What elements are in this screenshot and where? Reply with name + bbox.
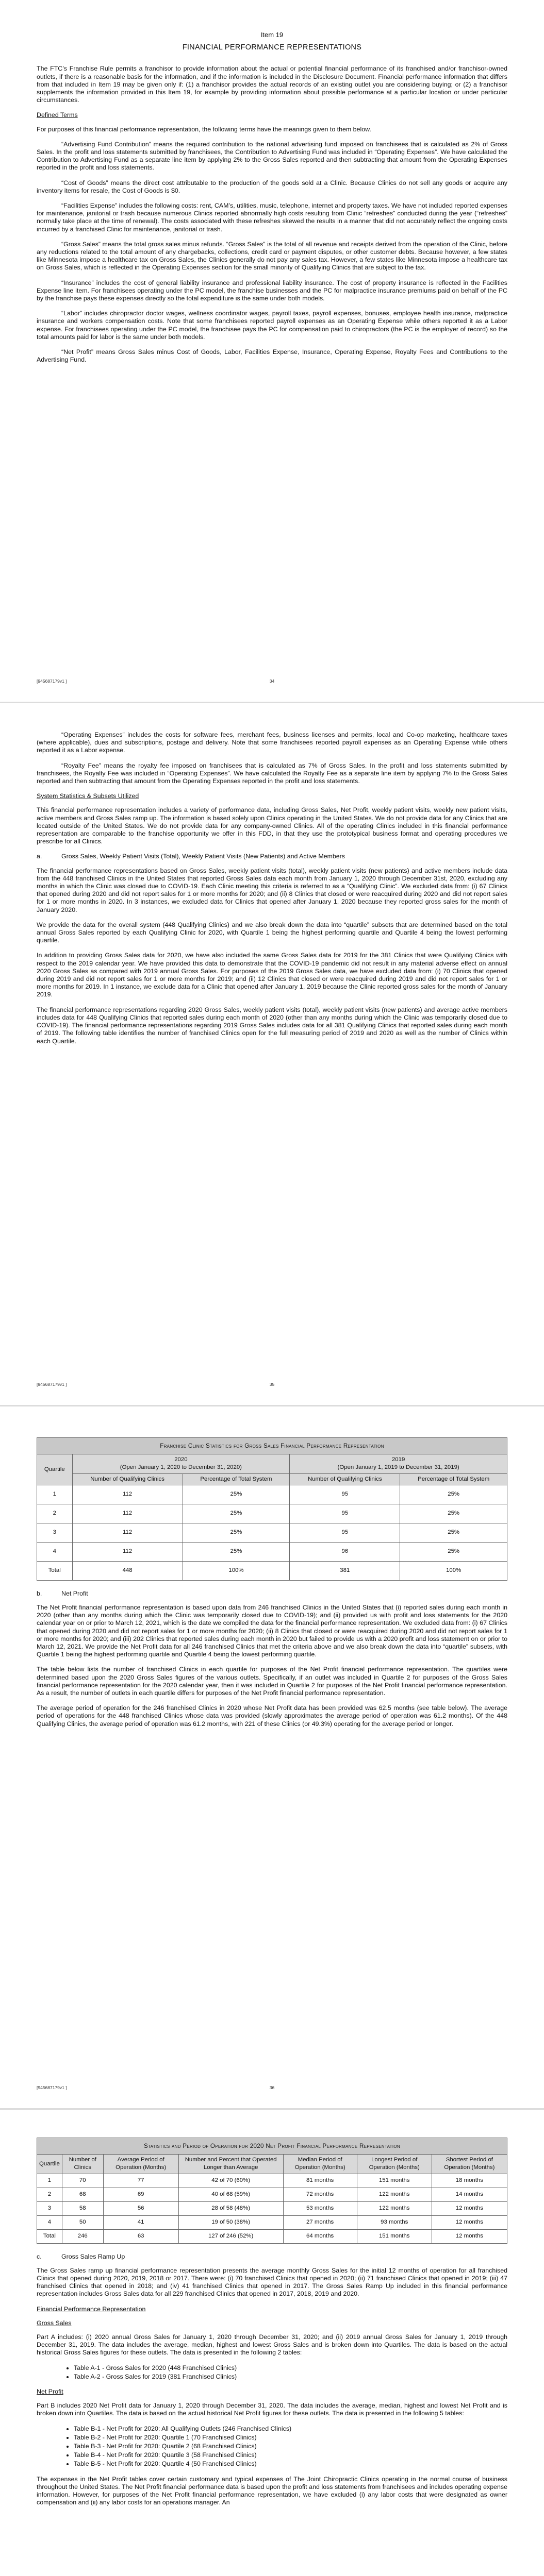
section-b-paragraph-3: The average period of operation for the 246 franchised Clinics in 2020 whose Net Profit data has been provided was 62.5 months (see table below). The average period of operations for the 448 franchised Clinics whose data was provided (slowly approximates the average period of operation was 61.2 months). Of the 448 Qualifying Clinics, the average period of operation was 61.2 months, with 221 of these Clinics (or 49.3%) operating for the average period or longer. <box>37 1704 507 1727</box>
subsection-a-heading <box>37 853 507 860</box>
term-cost-of-goods: “Cost of Goods” means the direct cost attributable to the production of the goods sold at a Clinic. Because Clinics do not sell any goods or acquire any inventory items for resale, the Cost of Goods is $0. <box>37 179 507 194</box>
table-row <box>37 1485 507 1504</box>
page-1-content <box>37 29 507 371</box>
column-header: Shortest Period of Operation (Months) <box>432 2155 507 2174</box>
term-insurance: “Insurance” includes the cost of general liability insurance and professional liability insurance. The cost of property insurance is reflected in the Facilities Expense line item. For franchisees operating under the PC model, the franchise businesses and the PC for malpractice insurance premiums paid on behalf of the PC by the franchise pays these expenses directly so the total expenditure is the same under both models. <box>37 279 507 302</box>
table-cell: 25% <box>400 1504 507 1523</box>
table-row <box>37 1523 507 1542</box>
page-title: FINANCIAL PERFORMANCE REPRESENTATIONS <box>182 43 362 52</box>
table-cell: 50 <box>62 2215 103 2229</box>
document-code: [945687179v1 ] <box>37 2085 67 2090</box>
table-cell: 3 <box>37 2201 62 2215</box>
table-caption: Statistics and Period of Operation for 2020 Net Profit Financial Performance Representation <box>37 2138 507 2155</box>
column-header: Percentage of Total System <box>400 1473 507 1485</box>
column-header: Number of Clinics <box>62 2155 103 2174</box>
table-cell: 25% <box>183 1542 290 1561</box>
table-cell: 448 <box>72 1561 183 1580</box>
table-cell: 112 <box>72 1523 183 1542</box>
list-item: • Table B-2 - Net Profit for 2020: Quartile 1 (70 Franchised Clinics) <box>74 2434 507 2442</box>
table-cell: 19 of 50 (38%) <box>178 2215 283 2229</box>
table-row <box>37 2188 507 2201</box>
table-cell: 18 months <box>432 2174 507 2188</box>
table-cell: 12 months <box>432 2201 507 2215</box>
page-number: 34 <box>269 679 275 684</box>
column-header: Number and Percent that Operated Longer than Average <box>178 2155 283 2174</box>
term-royalty-fee: “Royalty Fee” means the royalty fee imposed on franchisees that is calculated as 7% of Gross Sales. In the profit and loss statements submitted by franchisees, the Royalty Fee was included in “Operating Expenses”. We have calculated the Royalty Fee as a separate line item by applying 7% to the Gross Sales reported and then subtracting that amount from the Operating Expenses reported in the profit and loss statements. <box>37 761 507 785</box>
column-header: Percentage of Total System <box>183 1473 290 1485</box>
net-profit-text: Part B includes 2020 Net Profit data for January 1, 2020 through December 31, 2020. The data includes the average, median, highest and lowest Net Profit and is broken down into Quartiles. The data is based on the actual historical Net Profit figures for these outlets. The data is presented in the following 5 tables: <box>37 2402 507 2417</box>
table-cell: 2 <box>37 1504 73 1523</box>
table-cell: 122 months <box>357 2188 432 2201</box>
table-cell: 96 <box>290 1542 400 1561</box>
table-cell: 81 months <box>283 2174 357 2188</box>
item-number: Item 19 <box>260 31 284 39</box>
column-group-label: 2019 <box>391 1456 405 1463</box>
table-cell: 25% <box>400 1542 507 1561</box>
page-2 <box>0 703 544 1406</box>
gross-sales-text: Part A includes: (i) 2020 annual Gross Sales for January 1, 2020 through December 31, 2020; and (ii) 2019 annual Gross Sales for January 1, 2019 through December 31, 2019. The data includes the average, median, highest and lowest Gross Sales and is broken down into Quartiles. The data is based on the actual historical Gross Sales figures for these outlets. The data is presented in the following 2 tables: <box>37 2333 507 2357</box>
column-header: Median Period of Operation (Months) <box>283 2155 357 2174</box>
table-cell: 112 <box>72 1485 183 1504</box>
list-item: • Table B-4 - Net Profit for 2020: Quartile 3 (58 Franchised Clinics) <box>74 2451 507 2459</box>
column-header: Number of Qualifying Clinics <box>290 1473 400 1485</box>
column-header: Quartile <box>37 2155 62 2174</box>
table-cell: 112 <box>72 1504 183 1523</box>
table-cell: 151 months <box>357 2229 432 2243</box>
table-cell: 28 of 58 (48%) <box>178 2201 283 2215</box>
table-cell: 14 months <box>432 2188 507 2201</box>
term-gross-sales: “Gross Sales” means the total gross sales minus refunds. “Gross Sales” is the total of all revenue and receipts derived from the operation of the Clinic, before any reductions related to the total amount of any chargebacks, collections, credit card or payment disputes, or other customer debts. Because however, a few states like Minnesota impose a healthcare tax on Gross Sales, the Clinics generally do not pay any sales tax. However, a few states like Minnesota impose a healthcare tax on Gross Sales, which is reflected in the Operating Expenses section for the small minority of Qualifying Clinics that are subject to the tax. <box>37 240 507 272</box>
table-cell: 40 of 68 (59%) <box>178 2188 283 2201</box>
list-item: • Table B-1 - Net Profit for 2020: All Qualifying Outlets (246 Franchised Clinics) <box>74 2425 507 2433</box>
table-cell: 112 <box>72 1542 183 1561</box>
term-operating-expenses: “Operating Expenses” includes the costs for software fees, merchant fees, business licenses and permits, local and Co-op marketing, healthcare taxes (where applicable), dues and subscriptions, postage and delivery. Note that some franchisees reported payroll expenses as an Operating Expense while others reported it as a Labor expense. <box>37 731 507 754</box>
table-cell: 246 <box>62 2229 103 2243</box>
table-cell: 25% <box>183 1504 290 1523</box>
table-cell: 122 months <box>357 2201 432 2215</box>
table-cell: 41 <box>103 2215 178 2229</box>
table-cell: 2 <box>37 2188 62 2201</box>
subsection-title: Gross Sales Ramp Up <box>61 2252 125 2260</box>
table-cell: 4 <box>37 2215 62 2229</box>
table-cell: 68 <box>62 2188 103 2201</box>
gross-sales-table-list <box>37 2364 507 2381</box>
column-header: Number of Qualifying Clinics <box>72 1473 183 1485</box>
table-cell: 95 <box>290 1523 400 1542</box>
period-of-operation-table <box>37 2138 507 2244</box>
table-cell: 27 months <box>283 2215 357 2229</box>
column-header: Longest Period of Operation (Months) <box>357 2155 432 2174</box>
table-cell: 4 <box>37 1542 73 1561</box>
section-b-paragraph-1: The Net Profit financial performance representation is based upon data from 246 franchised Clinics in the United States that (i) reported sales during each month in 2020 (other than any months during which the Clinic was temporarily closed due to COVID-19); and (ii) provided us with profit and loss statements for the 2020 calendar year on or prior to March 12, 2021, which is the date we compiled the data for the financial performance representation. We excluded data from: (i) 67 Clinics that opened during 2020 and did not report sales for 1 or more months for 2020; (ii) 8 Clinics that closed or were reacquired during 2020 and did not report sales for 1 or more months for 2020; and (iii) 202 Clinics that reported sales during each month in 2020 but failed to provide us with a 2020 profit and loss statement on or prior to March 12, 2021. We provide the Net Profit data for all 246 franchised Clinics that met the criteria above and we also break down the data into “quartile” subsets, with Quartile 1 being the highest performing quartile and Quartile 4 being the lowest performing quartile. <box>37 1604 507 1658</box>
table-cell: 100% <box>400 1561 507 1580</box>
section-b-paragraph-2: The table below lists the number of franchised Clinics in each quartile for purposes of the Net Profit financial performance representation. The quartiles were determined based upon the 2020 Gross Sales figures of the various outlets. Specifically, if an outlet was included in Quartile 2 for purposes of the Gross Sales financial performance representation for the 2020 calendar year, then it was included in Quartile 2 for purposes of the Net Profit financial performance representation. As a result, the number of outlets in each quartile differs for purposes of the Net Profit financial performance representation. <box>37 1666 507 1697</box>
subsection-c-heading <box>37 2253 507 2261</box>
section-c-paragraph: The Gross Sales ramp up financial performance representation presents the average monthly Gross Sales for the initial 12 months of operation for all franchised Clinics that opened during 2020, 2019, 2018 or 2017. There were: (i) 70 franchised Clinics that opened in 2020; (ii) 71 franchised Clinics that opened in 2019; (iii) 47 franchised Clinics that opened in 2018; and (iv) 41 franchised Clinics that opened in 2017. The Gross Sales Ramp Up included in this financial performance representation includes Gross Sales data for all 229 franchised Clinics that opened in 2017, 2018, 2019 and 2020. <box>37 2266 507 2298</box>
section-a-paragraph-3: In addition to providing Gross Sales data for 2020, we have also included the same Gross Sales data for 2019 for the 381 Clinics that were Qualifying Clinics with respect to the 2019 calendar year. We have provided this data to demonstrate that the COVID-19 pandemic did not result in any material adverse effect on annual 2020 Gross Sales as compared with 2019 annual Gross Sales. For purposes of the 2019 Gross Sales data, we have excluded data from: (i) 70 Clinics that opened during 2019 and did not report sales for 1 or more months for 2019; and (ii) 12 Clinics that closed or were reacquired during 2019 and did not report sales for 1 or more months for 2019. In 1 instance, we exclude data for a Clinic that opened after January 1, 2019 because the Clinic reported gross sales for the month of January 2019. <box>37 952 507 998</box>
table-cell: 12 months <box>432 2215 507 2229</box>
table-cell: 42 of 70 (60%) <box>178 2174 283 2188</box>
term-advertising-fund: “Advertising Fund Contribution” means the required contribution to the national advertising fund imposed on franchisees that is calculated as 2% of Gross Sales. In the profit and loss statements submitted by franchisees, the Contribution to Advertising Fund was included in “Operating Expenses”. We have calculated the Contribution to Advertising Fund as a separate line item by applying 2% to the Gross Sales reported and then subtracting that amount from the Operating Expenses reported in the profit and loss statements. <box>37 140 507 172</box>
section-a-paragraph-4: The financial performance representations regarding 2020 Gross Sales, weekly patient visits (total), weekly patient visits (new patients) and average active members includes data for 448 Qualifying Clinics that reported sales during each month of 2020 (other than any months during which the Clinic was temporarily closed due to COVID-19). The financial performance representations regarding 2019 Gross Sales includes data for all 381 Qualifying Clinics that reported sales during each month of 2019. The following table identifies the number of franchised Clinics open for the full measuring period of 2019 and 2020 as well as the number of Clinics within each Quartile. <box>37 1006 507 1045</box>
table-cell: 56 <box>103 2201 178 2215</box>
column-header-quartile: Quartile <box>37 1454 73 1485</box>
defined-terms-heading: Defined Terms <box>37 111 78 119</box>
subsection-b-heading <box>37 1590 507 1598</box>
table-row <box>37 2201 507 2215</box>
subsection-title: Gross Sales, Weekly Patient Visits (Total), Weekly Patient Visits (New Patients) and Active Members <box>61 853 345 860</box>
table-cell: 151 months <box>357 2174 432 2188</box>
closing-paragraph: The expenses in the Net Profit tables cover certain customary and typical expenses of The Joint Chiropractic Clinics operating in the normal course of business throughout the United States. The Net Profit financial performance data is based upon the profit and loss statements from franchisees and includes operating expense information. However, for purposes of the Net Profit financial performance representation, we have excluded (i) any labor costs that were designated as owner compensation and (ii) any labor costs for an operations manager. An <box>37 2475 507 2506</box>
term-labor: “Labor” includes chiropractor doctor wages, wellness coordinator wages, payroll taxes, payroll expenses, bonuses, employee health insurance, malpractice insurance and workers compensation costs. Note that some franchisees reported payroll expenses as an Operating Expense while others reported it as a Labor expense. For franchisees operating under the PC model, the franchisee pays the PC for compensation paid to chiropractors (the PC is the employer of record) so the total amounts paid for labor is the same under both models. <box>37 310 507 341</box>
column-group-label: 2020 <box>174 1456 188 1463</box>
system-statistics-heading: System Statistics & Subsets Utilized <box>37 792 139 800</box>
table-cell: 95 <box>290 1504 400 1523</box>
table-row <box>37 2174 507 2188</box>
page-4 <box>0 2110 544 2576</box>
document-code: [945687179v1 ] <box>37 679 67 684</box>
table-cell: 25% <box>183 1485 290 1504</box>
table-cell: 95 <box>290 1485 400 1504</box>
table-row-total <box>37 1561 507 1580</box>
table-cell: 93 months <box>357 2215 432 2229</box>
table-cell: 100% <box>183 1561 290 1580</box>
list-item: • Table B-3 - Net Profit for 2020: Quartile 2 (68 Franchised Clinics) <box>74 2443 507 2450</box>
page-3 <box>0 1406 544 2110</box>
table-caption: Franchise Clinic Statistics for Gross Sales Financial Performance Representation <box>37 1438 507 1454</box>
table-row-total <box>37 2229 507 2243</box>
table-cell: 77 <box>103 2174 178 2188</box>
page-number: 35 <box>269 1382 275 1387</box>
column-group-2020 <box>72 1454 290 1473</box>
table-cell: 25% <box>183 1523 290 1542</box>
table-cell: 127 of 246 (52%) <box>178 2229 283 2243</box>
table-cell: 1 <box>37 2174 62 2188</box>
defined-terms-intro: For purposes of this financial performance representation, the following terms have the meanings given to them below. <box>37 125 371 133</box>
list-item: • Table A-2 - Gross Sales for 2019 (381 Franchised Clinics) <box>74 2373 507 2381</box>
section-a-paragraph-1: The financial performance representations based on Gross Sales, weekly patient visits (total), weekly patient visits (new patients) and active members include data from the 448 franchised Clinics in the United States that reported Gross Sales data each month from January 1, 2020 through December 31st, 2020, excluding any months in which the Clinic was closed due to COVID-19. Each Clinic meeting this criteria is referred to as a “Qualifying Clinic”. We excluded data from: (i) 67 Clinics that opened during 2020 and did not report sales for 1 or more months for 2020; and (ii) 8 Clinics that closed or were reacquired during 2020 and did not report sales for 1 or more months in 2020. In 3 instances, we excluded data for Clinics that opened after January 1, 2020 because they reported gross sales for the month of January 2020. <box>37 867 507 913</box>
table-cell: 64 months <box>283 2229 357 2243</box>
net-profit-table-list <box>37 2425 507 2468</box>
page-number: 36 <box>269 2085 275 2090</box>
page-2-content <box>37 731 507 1053</box>
table-row <box>37 1542 507 1561</box>
table-cell: 70 <box>62 2174 103 2188</box>
system-statistics-text: This financial performance representation includes a variety of performance data, including Gross Sales, Net Profit, weekly patient visits, weekly new patient visits, active members and Gross Sales ramp up. The information is based solely upon Clinics operating in the United States. We do not provide data for any Clinics that are located outside of the United States. We do not provide data for any company-owned Clinics. All of the operating Clinics included in this financial performance representation are comparable to the franchise opportunity we offer in this FDD, in that they use the prototypical business format and operating procedures we prescribe for all Clinics. <box>37 806 507 845</box>
subsection-number: c. <box>37 2252 42 2260</box>
table-cell: 72 months <box>283 2188 357 2201</box>
table-cell: 12 months <box>432 2229 507 2243</box>
column-group-2019 <box>290 1454 507 1473</box>
table-cell: 58 <box>62 2201 103 2215</box>
list-item: • Table B-5 - Net Profit for 2020: Quartile 4 (50 Franchised Clinics) <box>74 2460 507 2468</box>
column-group-label: (Open January 1, 2019 to December 31, 2019) <box>337 1464 459 1471</box>
table-cell: 1 <box>37 1485 73 1504</box>
subsection-title: Net Profit <box>61 1589 88 1597</box>
subsection-number: b. <box>37 1589 42 1597</box>
table-cell: 69 <box>103 2188 178 2201</box>
subsection-number: a. <box>37 853 42 860</box>
clinic-statistics-table <box>37 1437 507 1581</box>
column-header: Average Period of Operation (Months) <box>103 2155 178 2174</box>
table-row <box>37 2215 507 2229</box>
table-cell: 381 <box>290 1561 400 1580</box>
fpr-heading: Financial Performance Representation <box>37 2305 146 2313</box>
table-cell: 53 months <box>283 2201 357 2215</box>
list-item: • Table A-1 - Gross Sales for 2020 (448 Franchised Clinics) <box>74 2364 507 2372</box>
table-cell: 3 <box>37 1523 73 1542</box>
gross-sales-heading: Gross Sales <box>37 2319 72 2327</box>
document-code: [945687179v1 ] <box>37 1382 67 1387</box>
section-a-paragraph-2: We provide the data for the overall system (448 Qualifying Clinics) and we also break down the data into “quartile” subsets that are determined based on the total annual Gross Sales reported by each Qualifying Clinic for 2020, with Quartile 1 being the highest performing quartile and Quartile 4 being the lowest performing quartile. <box>37 921 507 944</box>
page-1 <box>0 0 544 703</box>
term-net-profit: “Net Profit” means Gross Sales minus Cost of Goods, Labor, Facilities Expense, Insurance, Operating Expense, Royalty Fees and Contributions to the Advertising Fund. <box>37 348 507 364</box>
page-3-content <box>37 1437 507 1735</box>
net-profit-heading: Net Profit <box>37 2388 63 2396</box>
table-cell: 63 <box>103 2229 178 2243</box>
intro-paragraph: The FTC’s Franchise Rule permits a franchisor to provide information about the actual or potential financial performance of its franchised and/or franchisor-owned outlets, if there is a reasonable basis for the information, and if the information is included in the Disclosure Document. Financial performance information that differs from that included in Item 19 may be given only if: (1) a franchisor provides the actual records of an existing outlet you are considering buying; or (2) a franchisor supplements the information provided in this Item 19, for example by providing information about possible performance at a particular location or under particular circumstances. <box>37 65 507 104</box>
table-cell: 25% <box>400 1523 507 1542</box>
table-cell: 25% <box>400 1485 507 1504</box>
column-group-label: (Open January 1, 2020 to December 31, 2020) <box>120 1464 242 1471</box>
table-cell: Total <box>37 2229 62 2243</box>
term-facilities-expense: “Facilities Expense” includes the following costs: rent, CAM’s, utilities, music, telephone, internet and property taxes. We have not included reported expenses for maintenance, janitorial or trash because numerous Clinics reported abnormally high costs resulting from Clinic “refreshes” conducted during the year (“refreshes” normally take place at the time of renewal). The costs associated with these refreshes skewed the results in a manner that did not accurately reflect the ongoing costs incurred by a franchised Clinic for maintenance, janitorial or trash. <box>37 202 507 233</box>
table-row <box>37 1504 507 1523</box>
table-cell: Total <box>37 1561 73 1580</box>
page-4-content <box>37 2138 507 2514</box>
